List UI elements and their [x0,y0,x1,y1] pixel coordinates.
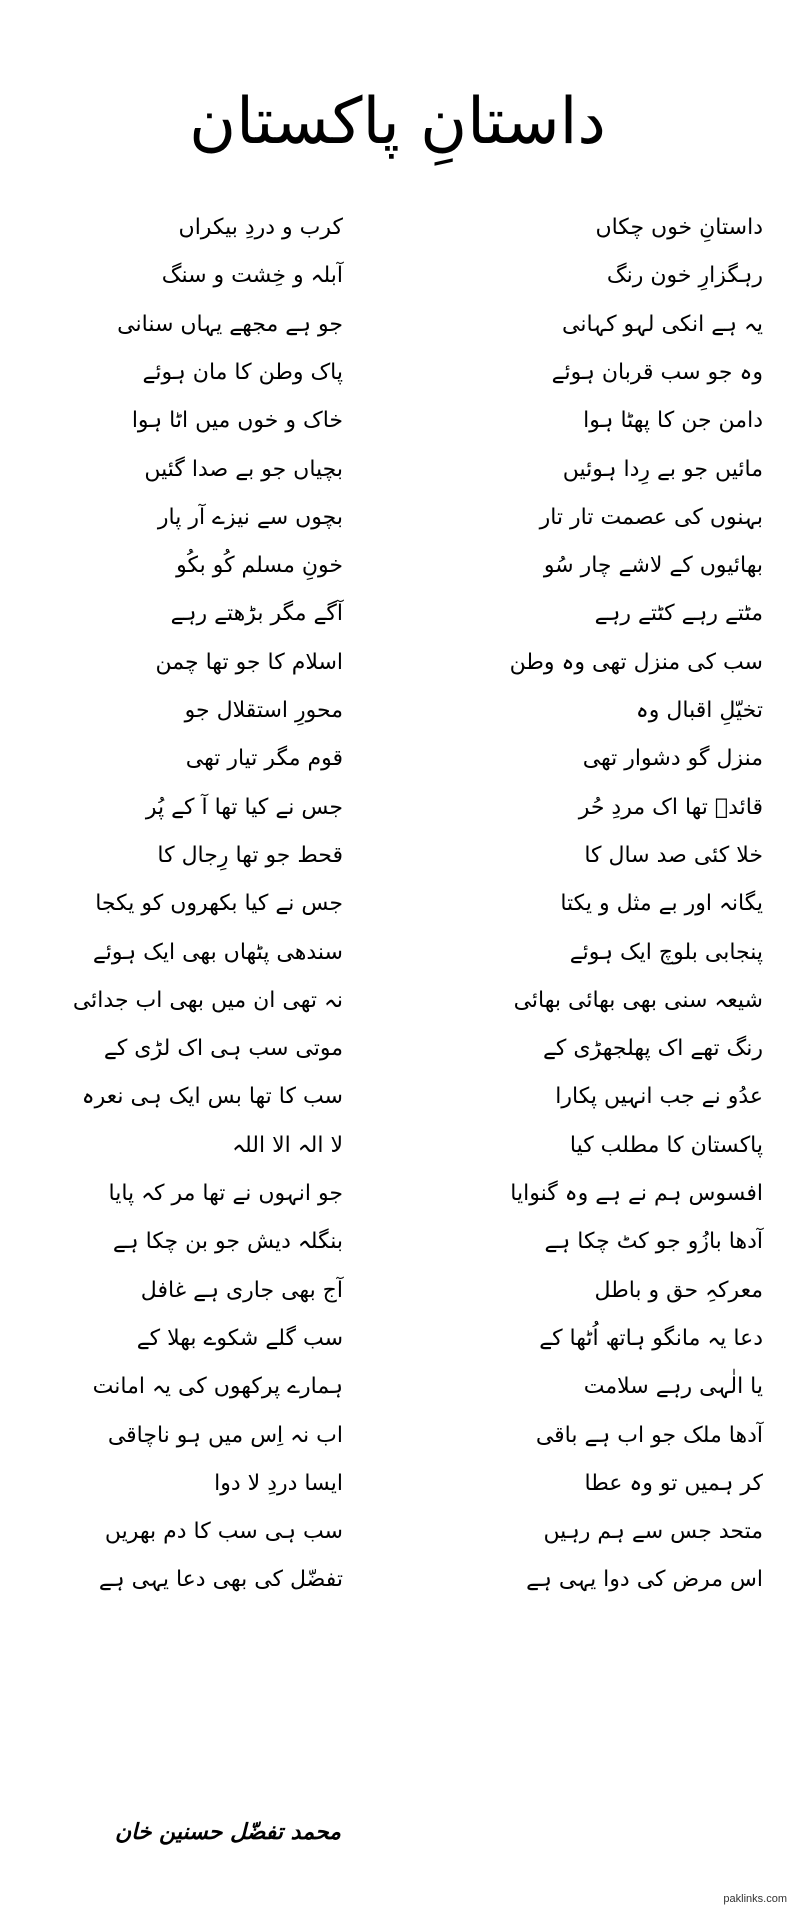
verse-line-left: اب نہ اِس میں ہو ناچاقی [107,1422,343,1448]
verse-line-right: اس مرض کی دوا یہی ہے [526,1567,763,1593]
couplet-row [0,1273,795,1309]
verse-line-left: خونِ مسلم کُو بکُو [176,553,343,579]
verse-line-right: رنگ تھے اک پھلجھڑی کے [543,1036,763,1062]
verse-line-left: خاک و خوں میں اٹا ہوا [131,408,343,434]
verse-line-right: یا الٰہی رہے سلامت [583,1374,763,1400]
verse-line-right: پاکستان کا مطلب کیا [569,1132,763,1158]
verse-line-right: معرکہِ حق و باطل [594,1277,763,1303]
couplet-row [0,307,795,343]
couplet-row [0,1128,795,1164]
verse-line-right: کر ہمیں تو وہ عطا [584,1470,763,1496]
couplet-row [0,935,795,971]
verse-line-left: موتی سب ہی اک لڑی کے [103,1036,343,1062]
verse-line-left: ایسا دردِ لا دوا [214,1470,343,1496]
couplet-row [0,693,795,729]
verse-line-right: افسوس ہم نے ہے وہ گنوایا [510,1181,763,1206]
verse-line-left: جو ہے مجھے یہاں سنانی [117,311,343,337]
couplet-row [0,790,795,826]
verse-line-left: تفضّل کی بھی دعا یہی ہے [98,1567,343,1593]
couplet-row [0,500,795,536]
verse-line-right: یگانہ اور بے مثل و یکتا [560,891,763,917]
couplet-row [0,1079,795,1115]
verse-line-right: بہنوں کی عصمت تار تار [539,504,763,530]
couplet-row [0,886,795,922]
verse-line-left: سندھی پٹھاں بھی ایک ہوئے [92,939,343,965]
verse-line-right: سب کی منزل تھی وہ وطن [509,649,763,675]
couplet-row [0,258,795,294]
verse-line-right: تخیّلِ اقبال وہ [635,698,763,723]
couplet-row [0,1514,795,1550]
couplet-row [0,645,795,681]
verse-line-left: قحط جو تھا رِجال کا [157,842,343,868]
couplet-row [0,355,795,391]
verse-line-right: پنجابی بلوچ ایک ہوئے [569,939,763,965]
couplet-row [0,1369,795,1405]
couplet-row [0,1321,795,1357]
verse-line-left: جس نے کیا بکھروں کو یکجا [95,891,343,917]
verse-line-left: آج بھی جاری ہے غافل [140,1277,343,1303]
verse-line-left: بنگلہ دیش جو بن چکا ہے [112,1229,343,1255]
verse-line-right: مٹتے رہے کٹتے رہے [594,601,763,627]
couplet-row [0,1224,795,1260]
couplet-row [0,1176,795,1212]
couplet-row [0,838,795,874]
verse-line-left: آبلہ و خِشت و سنگ [161,263,343,289]
poem-title: داستانِ پاکستان [189,85,606,159]
verse-line-left: جو انہوں نے تھا مر کہ پایا [108,1181,343,1206]
verse-line-left: نہ تھی ان میں بھی اب جدائی [72,987,343,1013]
couplet-row [0,210,795,246]
verse-line-left: پاک وطن کا مان ہوئے [142,359,343,385]
verse-line-right: مائیں جو بے رِدا ہوئیں [562,456,763,482]
verse-line-right: شیعہ سنی بھی بھائی بھائی [513,987,763,1013]
verse-line-left: جس نے کیا تھا آ کے پُر [145,794,343,820]
verse-line-left: ہمارے پرکھوں کی یہ امانت [92,1374,343,1400]
verse-line-left: سب ہی سب کا دم بھریں [104,1519,343,1545]
couplet-row [0,1031,795,1067]
couplet-row [0,548,795,584]
verse-line-right: آدھا ملک جو اب ہے باقی [535,1422,763,1448]
couplet-row [0,983,795,1019]
verse-line-left: سب کا تھا بس ایک ہی نعرہ [81,1084,343,1110]
couplet-row [0,1562,795,1598]
verse-line-left: بچوں سے نیزے آر پار [157,504,343,530]
verse-line-left: قوم مگر تیار تھی [185,746,343,772]
verse-line-right: وہ جو سب قربان ہوئے [551,359,763,385]
couplet-row [0,741,795,777]
verse-line-right: یہ ہے انکی لہو کہانی [562,311,763,337]
verse-line-left: بچیاں جو بے صدا گئیں [144,456,343,482]
verse-line-right: دعا یہ مانگو ہاتھ اُٹھا کے [539,1325,763,1351]
verse-line-right: داستانِ خوں چکاں [595,215,763,240]
verse-line-left: آگے مگر بڑھتے رہے [170,601,343,627]
couplet-row [0,403,795,439]
verse-line-right: قائدؒ تھا اک مردِ حُر [578,794,763,820]
verse-line-right: دامن جن کا پھٹا ہوا [583,408,763,434]
couplet-row [0,1418,795,1454]
verse-line-right: منزل گو دشوار تھی [582,746,763,772]
couplet-row [0,452,795,488]
author-signature: محمد تفضّل حسنین خان [115,1820,341,1845]
verse-line-right: خلا کئی صد سال کا [584,842,763,868]
verse-line-right: بھائیوں کے لاشے چار سُو [543,553,763,579]
verse-line-right: رہگزارِ خون رنگ [606,263,763,289]
verse-line-right: متحد جس سے ہم رہیں [543,1519,763,1545]
verse-line-right: عدُو نے جب انہیں پکارا [555,1084,763,1110]
verse-line-left: لا الہ الا اللہ [232,1132,343,1158]
verse-line-left: محورِ استقلال جو [184,698,343,723]
verse-line-left: سب گلے شکوے بھلا کے [136,1325,343,1351]
couplet-row [0,1466,795,1502]
verse-line-right: آدھا بازُو جو کٹ چکا ہے [544,1229,763,1255]
verse-line-left: اسلام کا جو تھا چمن [155,649,343,675]
couplet-row [0,596,795,632]
verse-line-left: کرب و دردِ بیکراں [178,215,343,240]
watermark: paklinks.com [723,1893,787,1905]
